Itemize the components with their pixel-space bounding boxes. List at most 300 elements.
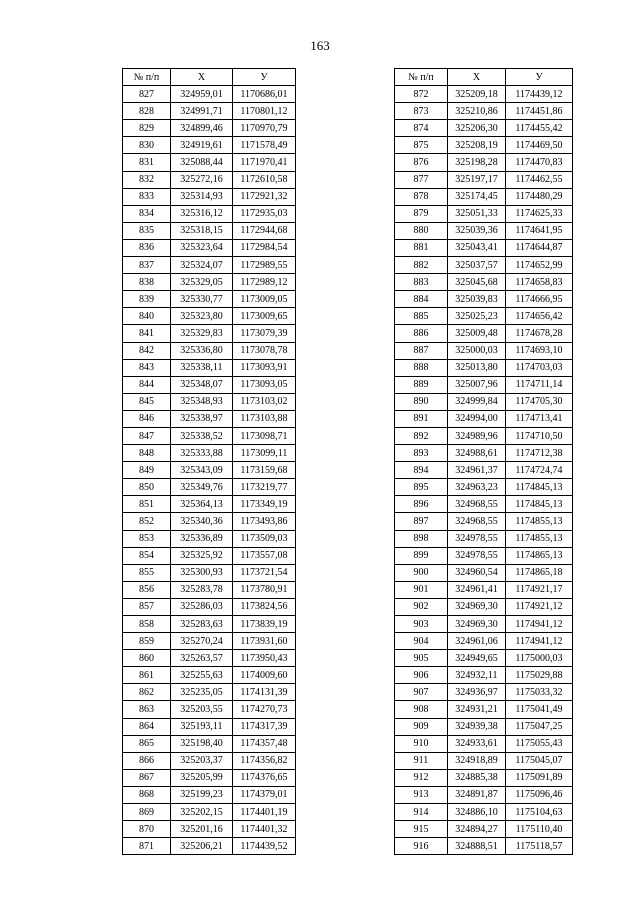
cell-y: 1174941,12 <box>506 616 573 633</box>
cell-number: 898 <box>395 530 448 547</box>
cell-number: 906 <box>395 667 448 684</box>
header-x: X <box>171 69 233 86</box>
table-row <box>395 564 573 581</box>
cell-y: 1172989,12 <box>233 274 296 291</box>
cell-x: 324959,01 <box>171 86 233 103</box>
cell-number: 848 <box>123 445 171 462</box>
cell-y: 1174666,95 <box>506 291 573 308</box>
cell-number: 883 <box>395 274 448 291</box>
cell-y: 1174470,83 <box>506 154 573 171</box>
cell-number: 856 <box>123 581 171 598</box>
cell-y: 1174451,86 <box>506 103 573 120</box>
cell-y: 1173093,91 <box>233 359 296 376</box>
table-row <box>123 564 296 581</box>
table-row <box>123 547 296 564</box>
cell-x: 324968,55 <box>448 513 506 530</box>
cell-x: 325198,40 <box>171 735 233 752</box>
cell-number: 910 <box>395 735 448 752</box>
table-row <box>395 188 573 205</box>
cell-number: 874 <box>395 120 448 137</box>
table-row <box>123 427 296 444</box>
cell-number: 889 <box>395 376 448 393</box>
cell-x: 325340,36 <box>171 513 233 530</box>
cell-x: 325283,78 <box>171 581 233 598</box>
cell-y: 1175029,88 <box>506 667 573 684</box>
cell-x: 325199,23 <box>171 786 233 803</box>
cell-x: 325203,37 <box>171 752 233 769</box>
cell-y: 1170801,12 <box>233 103 296 120</box>
cell-x: 325338,97 <box>171 410 233 427</box>
cell-y: 1175096,46 <box>506 786 573 803</box>
cell-number: 885 <box>395 308 448 325</box>
cell-number: 891 <box>395 410 448 427</box>
cell-x: 325364,13 <box>171 496 233 513</box>
cell-y: 1174270,73 <box>233 701 296 718</box>
cell-y: 1174455,42 <box>506 120 573 137</box>
cell-y: 1174652,99 <box>506 257 573 274</box>
table-row <box>395 513 573 530</box>
cell-x: 325338,52 <box>171 427 233 444</box>
table-row <box>123 86 296 103</box>
cell-y: 1174656,42 <box>506 308 573 325</box>
cell-x: 324919,61 <box>171 137 233 154</box>
cell-number: 832 <box>123 171 171 188</box>
cell-y: 1174644,87 <box>506 239 573 256</box>
cell-y: 1173824,56 <box>233 598 296 615</box>
cell-number: 882 <box>395 257 448 274</box>
table-row <box>123 633 296 650</box>
cell-y: 1175045,07 <box>506 752 573 769</box>
cell-number: 863 <box>123 701 171 718</box>
cell-x: 324963,23 <box>448 479 506 496</box>
cell-number: 854 <box>123 547 171 564</box>
cell-number: 916 <box>395 838 448 855</box>
header-number: № п/п <box>123 69 171 86</box>
table-row <box>395 103 573 120</box>
cell-y: 1173721,54 <box>233 564 296 581</box>
cell-number: 864 <box>123 718 171 735</box>
header-number: № п/п <box>395 69 448 86</box>
cell-number: 912 <box>395 769 448 786</box>
cell-number: 878 <box>395 188 448 205</box>
cell-y: 1174724,74 <box>506 462 573 479</box>
cell-number: 894 <box>395 462 448 479</box>
cell-y: 1172989,55 <box>233 257 296 274</box>
cell-x: 325039,36 <box>448 222 506 239</box>
table-row <box>123 735 296 752</box>
cell-number: 827 <box>123 86 171 103</box>
cell-x: 325197,17 <box>448 171 506 188</box>
cell-x: 325323,64 <box>171 239 233 256</box>
cell-x: 324999,84 <box>448 393 506 410</box>
cell-y: 1174865,13 <box>506 547 573 564</box>
cell-x: 325330,77 <box>171 291 233 308</box>
cell-number: 913 <box>395 786 448 803</box>
cell-x: 324949,65 <box>448 650 506 667</box>
cell-y: 1174439,12 <box>506 86 573 103</box>
cell-x: 325338,11 <box>171 359 233 376</box>
cell-x: 324960,54 <box>448 564 506 581</box>
cell-y: 1174401,19 <box>233 804 296 821</box>
table-row <box>123 188 296 205</box>
cell-y: 1173219,77 <box>233 479 296 496</box>
header-y: У <box>506 69 573 86</box>
table-row <box>123 393 296 410</box>
cell-x: 325283,63 <box>171 616 233 633</box>
table-row <box>123 804 296 821</box>
cell-number: 866 <box>123 752 171 769</box>
cell-x: 324961,06 <box>448 633 506 650</box>
table-row <box>123 513 296 530</box>
table-row <box>123 274 296 291</box>
cell-y: 1175104,63 <box>506 804 573 821</box>
cell-y: 1174356,82 <box>233 752 296 769</box>
cell-number: 870 <box>123 821 171 838</box>
table-row <box>395 581 573 598</box>
cell-number: 828 <box>123 103 171 120</box>
table-row <box>395 633 573 650</box>
cell-y: 1175000,03 <box>506 650 573 667</box>
table-row <box>123 342 296 359</box>
cell-x: 325263,57 <box>171 650 233 667</box>
cell-x: 325205,99 <box>171 769 233 786</box>
cell-number: 871 <box>123 838 171 855</box>
cell-y: 1172921,32 <box>233 188 296 205</box>
cell-y: 1170970,79 <box>233 120 296 137</box>
table-row <box>395 393 573 410</box>
cell-x: 325336,89 <box>171 530 233 547</box>
table-row <box>395 325 573 342</box>
table-row <box>395 496 573 513</box>
cell-y: 1173493,86 <box>233 513 296 530</box>
cell-y: 1174480,29 <box>506 188 573 205</box>
cell-y: 1174712,38 <box>506 445 573 462</box>
cell-x: 324933,61 <box>448 735 506 752</box>
cell-x: 325209,18 <box>448 86 506 103</box>
cell-number: 847 <box>123 427 171 444</box>
table-row <box>395 547 573 564</box>
cell-x: 324932,11 <box>448 667 506 684</box>
table-header-row <box>395 69 573 86</box>
cell-y: 1173780,91 <box>233 581 296 598</box>
cell-x: 325333,88 <box>171 445 233 462</box>
cell-x: 325013,80 <box>448 359 506 376</box>
cell-number: 914 <box>395 804 448 821</box>
cell-y: 1175033,32 <box>506 684 573 701</box>
cell-number: 877 <box>395 171 448 188</box>
cell-y: 1174625,33 <box>506 205 573 222</box>
table-row <box>395 701 573 718</box>
cell-y: 1173557,08 <box>233 547 296 564</box>
table-row <box>395 291 573 308</box>
cell-x: 325343,09 <box>171 462 233 479</box>
cell-number: 838 <box>123 274 171 291</box>
table-row <box>395 530 573 547</box>
cell-x: 324989,96 <box>448 427 506 444</box>
cell-y: 1172610,58 <box>233 171 296 188</box>
cell-y: 1173931,60 <box>233 633 296 650</box>
cell-x: 325270,24 <box>171 633 233 650</box>
cell-number: 909 <box>395 718 448 735</box>
cell-y: 1173098,71 <box>233 427 296 444</box>
table-row <box>395 376 573 393</box>
cell-number: 839 <box>123 291 171 308</box>
table-row <box>123 171 296 188</box>
table-row <box>123 222 296 239</box>
table-row <box>395 462 573 479</box>
cell-y: 1174439,52 <box>233 838 296 855</box>
cell-x: 324939,38 <box>448 718 506 735</box>
table-row <box>395 598 573 615</box>
table-row <box>123 530 296 547</box>
cell-y: 1173103,02 <box>233 393 296 410</box>
cell-y: 1174855,13 <box>506 530 573 547</box>
cell-x: 325348,07 <box>171 376 233 393</box>
cell-y: 1173349,19 <box>233 496 296 513</box>
cell-x: 324886,10 <box>448 804 506 821</box>
cell-x: 325300,93 <box>171 564 233 581</box>
table-row <box>123 701 296 718</box>
table-row <box>395 427 573 444</box>
cell-y: 1173078,78 <box>233 342 296 359</box>
cell-y: 1172944,68 <box>233 222 296 239</box>
cell-x: 325329,83 <box>171 325 233 342</box>
table-row <box>395 479 573 496</box>
cell-number: 915 <box>395 821 448 838</box>
table-row <box>123 650 296 667</box>
cell-y: 1174921,12 <box>506 598 573 615</box>
cell-y: 1174317,39 <box>233 718 296 735</box>
cell-x: 325206,21 <box>171 838 233 855</box>
cell-x: 324961,37 <box>448 462 506 479</box>
table-row <box>395 171 573 188</box>
cell-number: 869 <box>123 804 171 821</box>
cell-number: 895 <box>395 479 448 496</box>
table-row <box>395 838 573 855</box>
cell-y: 1174693,10 <box>506 342 573 359</box>
table-row <box>395 342 573 359</box>
cell-x: 325255,63 <box>171 667 233 684</box>
table-row <box>123 769 296 786</box>
cell-number: 868 <box>123 786 171 803</box>
cell-number: 887 <box>395 342 448 359</box>
cell-y: 1174941,12 <box>506 633 573 650</box>
cell-y: 1174131,39 <box>233 684 296 701</box>
cell-number: 852 <box>123 513 171 530</box>
table-row <box>123 479 296 496</box>
cell-number: 865 <box>123 735 171 752</box>
cell-number: 836 <box>123 239 171 256</box>
cell-x: 325025,23 <box>448 308 506 325</box>
table-row <box>395 786 573 803</box>
cell-number: 830 <box>123 137 171 154</box>
table-row <box>123 752 296 769</box>
cell-y: 1174705,30 <box>506 393 573 410</box>
cell-y: 1170686,01 <box>233 86 296 103</box>
cell-number: 893 <box>395 445 448 462</box>
header-x: X <box>448 69 506 86</box>
cell-number: 831 <box>123 154 171 171</box>
cell-y: 1174009,60 <box>233 667 296 684</box>
table-row <box>395 222 573 239</box>
cell-y: 1173509,03 <box>233 530 296 547</box>
cell-x: 325088,44 <box>171 154 233 171</box>
table-row <box>395 86 573 103</box>
cell-x: 324978,55 <box>448 547 506 564</box>
cell-number: 844 <box>123 376 171 393</box>
table-row <box>123 667 296 684</box>
cell-x: 325007,96 <box>448 376 506 393</box>
table-row <box>395 616 573 633</box>
table-row <box>123 718 296 735</box>
cell-number: 837 <box>123 257 171 274</box>
cell-x: 325329,05 <box>171 274 233 291</box>
cell-y: 1172935,03 <box>233 205 296 222</box>
table-row <box>123 257 296 274</box>
cell-x: 325009,48 <box>448 325 506 342</box>
table-row <box>123 496 296 513</box>
cell-y: 1175055,43 <box>506 735 573 752</box>
cell-x: 325039,83 <box>448 291 506 308</box>
cell-number: 860 <box>123 650 171 667</box>
cell-x: 325203,55 <box>171 701 233 718</box>
table-row <box>123 684 296 701</box>
cell-number: 861 <box>123 667 171 684</box>
cell-x: 324969,30 <box>448 598 506 615</box>
cell-number: 900 <box>395 564 448 581</box>
coordinates-table-right <box>394 68 573 855</box>
table-row <box>123 616 296 633</box>
cell-number: 849 <box>123 462 171 479</box>
cell-y: 1174921,17 <box>506 581 573 598</box>
cell-number: 902 <box>395 598 448 615</box>
table-row <box>123 359 296 376</box>
cell-number: 843 <box>123 359 171 376</box>
cell-x: 325272,16 <box>171 171 233 188</box>
cell-y: 1174845,13 <box>506 479 573 496</box>
cell-y: 1174462,55 <box>506 171 573 188</box>
cell-x: 324961,41 <box>448 581 506 598</box>
cell-x: 325202,15 <box>171 804 233 821</box>
cell-y: 1174855,13 <box>506 513 573 530</box>
table-row <box>395 769 573 786</box>
table-row <box>123 103 296 120</box>
cell-number: 850 <box>123 479 171 496</box>
cell-number: 903 <box>395 616 448 633</box>
cell-x: 325336,80 <box>171 342 233 359</box>
cell-x: 325206,30 <box>448 120 506 137</box>
cell-number: 841 <box>123 325 171 342</box>
table-row <box>123 581 296 598</box>
cell-y: 1174703,03 <box>506 359 573 376</box>
table-row <box>395 684 573 701</box>
cell-number: 899 <box>395 547 448 564</box>
cell-x: 324894,27 <box>448 821 506 838</box>
cell-number: 892 <box>395 427 448 444</box>
cell-y: 1174713,41 <box>506 410 573 427</box>
cell-number: 879 <box>395 205 448 222</box>
cell-x: 325198,28 <box>448 154 506 171</box>
table-row <box>123 239 296 256</box>
cell-x: 324885,38 <box>448 769 506 786</box>
cell-x: 325349,76 <box>171 479 233 496</box>
cell-x: 325348,93 <box>171 393 233 410</box>
cell-y: 1174711,14 <box>506 376 573 393</box>
table-row <box>123 154 296 171</box>
cell-y: 1174678,28 <box>506 325 573 342</box>
cell-number: 897 <box>395 513 448 530</box>
table-row <box>123 838 296 855</box>
cell-x: 324994,00 <box>448 410 506 427</box>
table-row <box>123 120 296 137</box>
table-row <box>123 291 296 308</box>
cell-number: 875 <box>395 137 448 154</box>
table-row <box>395 137 573 154</box>
cell-y: 1174376,65 <box>233 769 296 786</box>
cell-x: 324918,89 <box>448 752 506 769</box>
cell-y: 1172984,54 <box>233 239 296 256</box>
cell-number: 896 <box>395 496 448 513</box>
table-row <box>395 205 573 222</box>
cell-y: 1173093,05 <box>233 376 296 393</box>
table-row <box>123 376 296 393</box>
table-row <box>123 821 296 838</box>
cell-x: 325318,15 <box>171 222 233 239</box>
cell-x: 325045,68 <box>448 274 506 291</box>
cell-number: 881 <box>395 239 448 256</box>
cell-y: 1175091,89 <box>506 769 573 786</box>
table-row <box>123 205 296 222</box>
cell-number: 907 <box>395 684 448 701</box>
table-row <box>395 735 573 752</box>
header-y: У <box>233 69 296 86</box>
cell-y: 1174710,50 <box>506 427 573 444</box>
cell-number: 862 <box>123 684 171 701</box>
cell-x: 325051,33 <box>448 205 506 222</box>
cell-x: 324988,61 <box>448 445 506 462</box>
cell-x: 325324,07 <box>171 257 233 274</box>
table-row <box>395 274 573 291</box>
cell-y: 1173079,39 <box>233 325 296 342</box>
cell-y: 1171970,41 <box>233 154 296 171</box>
cell-x: 325210,86 <box>448 103 506 120</box>
cell-x: 324968,55 <box>448 496 506 513</box>
cell-x: 324888,51 <box>448 838 506 855</box>
cell-x: 325201,16 <box>171 821 233 838</box>
table-row <box>395 445 573 462</box>
cell-x: 324969,30 <box>448 616 506 633</box>
cell-x: 324899,46 <box>171 120 233 137</box>
table-row <box>395 821 573 838</box>
cell-y: 1175118,57 <box>506 838 573 855</box>
cell-x: 325193,11 <box>171 718 233 735</box>
cell-number: 890 <box>395 393 448 410</box>
table-row <box>395 718 573 735</box>
cell-y: 1174641,95 <box>506 222 573 239</box>
cell-number: 857 <box>123 598 171 615</box>
cell-y: 1173103,88 <box>233 410 296 427</box>
cell-number: 911 <box>395 752 448 769</box>
cell-y: 1174865,18 <box>506 564 573 581</box>
cell-x: 325325,92 <box>171 547 233 564</box>
cell-y: 1173009,05 <box>233 291 296 308</box>
cell-x: 324891,87 <box>448 786 506 803</box>
cell-y: 1174845,13 <box>506 496 573 513</box>
cell-x: 325043,41 <box>448 239 506 256</box>
cell-number: 888 <box>395 359 448 376</box>
cell-y: 1175041,49 <box>506 701 573 718</box>
cell-number: 833 <box>123 188 171 205</box>
